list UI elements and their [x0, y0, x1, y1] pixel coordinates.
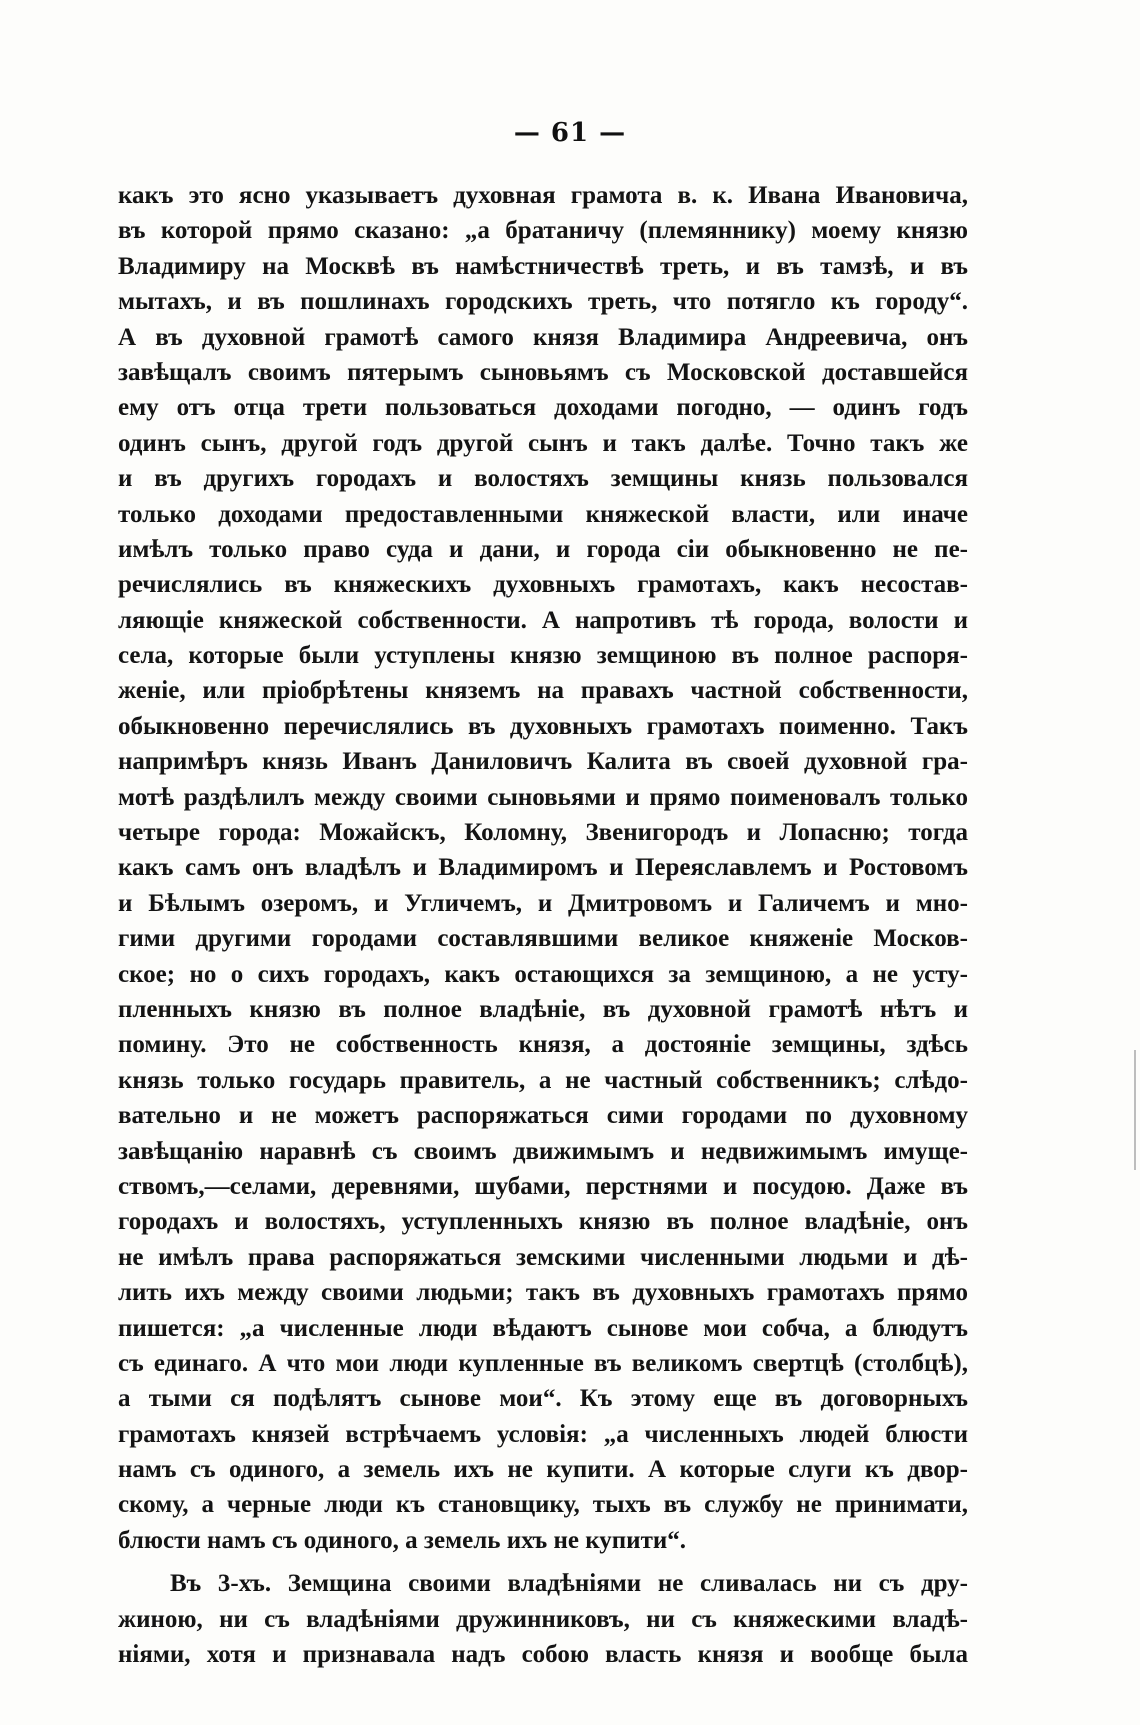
text-line: грамотахъ князей встрѣчаемъ условія: „а численныхъ людей блюсти [118, 1420, 968, 1448]
text-line: какъ самъ онъ владѣлъ и Владимиромъ и Переяславлемъ и Ростовомъ [118, 854, 968, 882]
text-line: жиною, ни съ владѣніями дружинниковъ, ни съ княжескими владѣ- [118, 1605, 968, 1633]
text-line: одинъ сынъ, другой годъ другой сынъ и такъ далѣе. Точно такъ же [118, 429, 968, 457]
text-line: только доходами предоставленными княжеской власти, или иначе [118, 500, 968, 528]
text-line: ское; но о сихъ городахъ, какъ остающихся за земщиною, а не усту- [118, 960, 968, 988]
text-line: вательно и не можетъ распоряжаться сими городами по духовному [118, 1102, 968, 1130]
text-line: пишется: „а численные люди вѣдаютъ сынове мои собча, а блюдутъ [118, 1314, 968, 1342]
text-line: въ которой прямо сказано: „а братаничу (племяннику) моему князю [118, 217, 968, 245]
text-line: ему отъ отца трети пользоваться доходами погодно, — одинъ годъ [118, 394, 968, 422]
text-line: князь только государь правитель, а не частный собственникъ; слѣдо- [118, 1066, 968, 1094]
text-line: обыкновенно перечислялись въ духовныхъ грамотахъ поименно. Такъ [118, 712, 968, 740]
text-line: и въ другихъ городахъ и волостяхъ земщины князь пользовался [118, 465, 968, 493]
text-line: А въ духовной грамотѣ самого князя Владимира Андреевича, онъ [118, 323, 968, 351]
text-line: завѣщалъ своимъ пятерымъ сыновьямъ съ Московской доставшейся [118, 358, 968, 386]
text-line: завѣщанію наравнѣ съ своимъ движимымъ и недвижимымъ имуще- [118, 1137, 968, 1165]
text-line: напримѣръ князь Иванъ Даниловичъ Калита въ своей духовной гра- [118, 748, 968, 776]
edge-mark [1134, 1050, 1136, 1170]
text-line: имѣлъ только право суда и дани, и города сіи обыкновенно не пе- [118, 535, 968, 563]
text-line: пленныхъ князю въ полное владѣніе, въ духовной грамотѣ нѣтъ и [118, 995, 968, 1023]
text-line: съ единаго. А что мои люди купленные въ великомъ свертцѣ (столбцѣ), [118, 1349, 968, 1377]
text-line: Владимиру на Москвѣ въ намѣстничествѣ треть, и въ тамзѣ, и въ [118, 252, 968, 280]
text-line: а тыми ся подѣлятъ сынове мои“. Къ этому еще въ договорныхъ [118, 1385, 968, 1413]
text-line: речислялись въ княжескихъ духовныхъ грамотахъ, какъ несостав- [118, 571, 968, 599]
text-line: женіе, или пріобрѣтены княземъ на правахъ частной собственности, [118, 677, 968, 705]
text-line: намъ съ одиного, а земель ихъ не купити. А которые слуги къ двор- [118, 1456, 968, 1484]
text-line: мытахъ, и въ пошлинахъ городскихъ треть, что потягло къ городу“. [118, 288, 968, 316]
paragraph-gap [118, 1558, 968, 1566]
text-line: гими другими городами составлявшими великое княженіе Москов- [118, 925, 968, 953]
text-line: и Бѣлымъ озеромъ, и Угличемъ, и Дмитровомъ и Галичемъ и мно- [118, 889, 968, 917]
text-line: какъ это ясно указываетъ духовная грамота в. к. Ивана Ивановича, [118, 182, 968, 209]
text-line: не имѣлъ права распоряжаться земскими численными людьми и дѣ- [118, 1243, 968, 1271]
text-line: помину. Это не собственность князя, а достояніе земщины, здѣсь [118, 1031, 968, 1059]
text-line: скому, а черные люди къ становщику, тыхъ въ службу не принимати, [118, 1491, 968, 1519]
text-line: лить ихъ между своими людьми; такъ въ духовныхъ грамотахъ прямо [118, 1279, 968, 1307]
page-number: — 61 — [513, 118, 627, 148]
text-line: ляющіе княжеской собственности. А напротивъ тѣ города, волости и [118, 606, 968, 634]
text-line: блюсти намъ съ одиного, а земель ихъ не купити“. [118, 1526, 687, 1554]
text-line: Въ 3-хъ. Земщина своими владѣніями не сливалась ни съ дру- [170, 1570, 968, 1598]
text-line: городахъ и волостяхъ, уступленныхъ князю въ полное владѣніе, онъ [118, 1208, 968, 1236]
text-line: четыре города: Можайскъ, Коломну, Звенигородъ и Лопасню; тогда [118, 819, 968, 847]
text-line: села, которые были уступлены князю земщиною въ полное распоря- [118, 642, 968, 670]
body-text [118, 178, 968, 1672]
text-line: ствомъ,—селами, деревнями, шубами, перстнями и посудою. Даже въ [118, 1172, 968, 1200]
text-line: мотѣ раздѣлилъ между своими сыновьями и прямо поименовалъ только [118, 783, 968, 811]
text-line: ніями, хотя и признавала надъ собою власть князя и вообще была [118, 1641, 968, 1669]
